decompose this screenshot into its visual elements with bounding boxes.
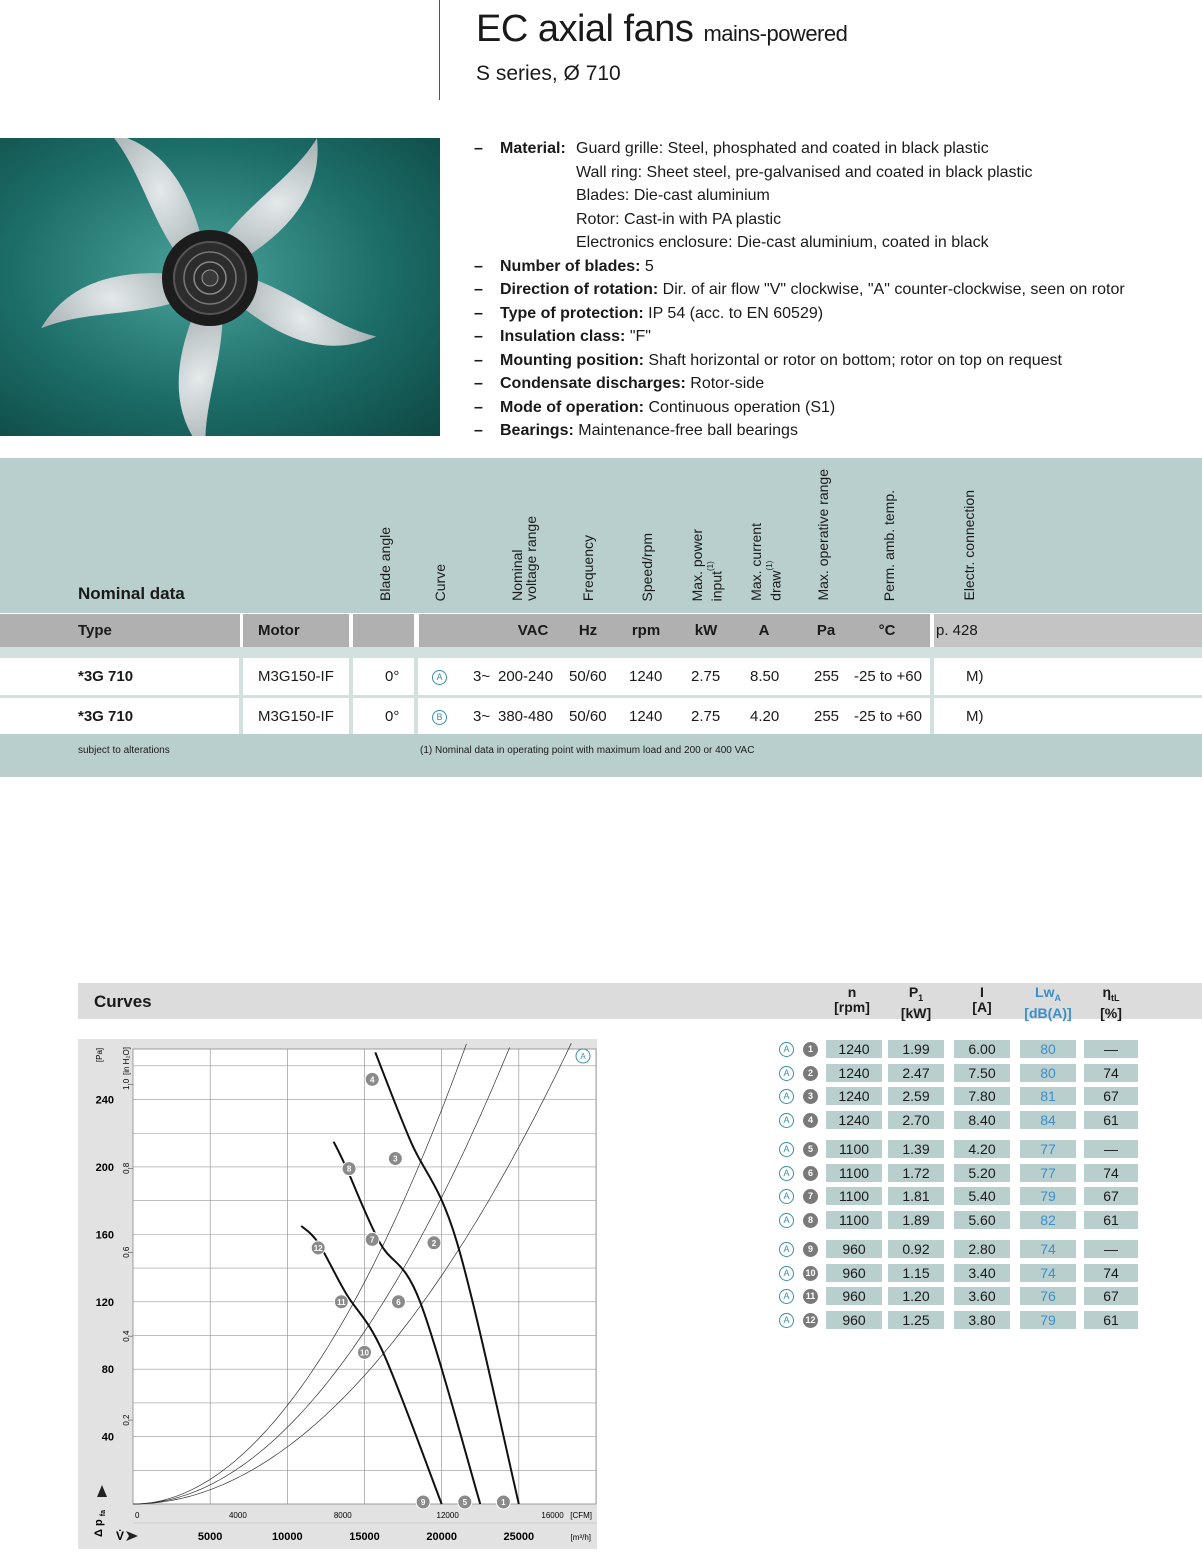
page-title — [476, 8, 847, 51]
cell-power: 1.25 — [888, 1311, 944, 1329]
operating-point-row — [776, 1287, 1146, 1307]
cell-rpm: 1100 — [826, 1187, 882, 1205]
curve-a-icon: A — [779, 1266, 794, 1281]
cell-sound: 77 — [1020, 1140, 1076, 1158]
unit-kw: kW — [694, 622, 718, 639]
cell-sound: 77 — [1020, 1164, 1076, 1182]
header-blade-angle: Blade angle — [377, 527, 393, 601]
col-head-efficiency: $\eta_{tL}$ [%] — [1100, 984, 1122, 1021]
cell-efficiency: 67 — [1084, 1187, 1138, 1205]
curve-a-icon: A — [779, 1142, 794, 1157]
cell-curve — [432, 658, 447, 696]
x-axis-title: V̇ — [116, 1529, 125, 1543]
header-connection: Electr. connection — [961, 490, 977, 601]
operating-point-label: 9 — [420, 1498, 426, 1507]
curve-a-icon: A — [779, 1042, 794, 1057]
spec-label: Type of protection: — [500, 304, 644, 322]
curve-a-icon: A — [779, 1066, 794, 1081]
cell-power: 1.15 — [888, 1264, 944, 1282]
x-unit-cfm: [CFM] — [570, 1511, 592, 1520]
operating-point-label: 11 — [337, 1297, 346, 1307]
x-tick-label-cfm: 12000 — [436, 1511, 459, 1520]
nominal-data-title: Nominal data — [78, 584, 185, 603]
cell-rpm: 1240 — [826, 1040, 882, 1058]
spec-item: – Number of blades: 5 — [474, 255, 1194, 279]
y-tick-label-inh2o: 0,8 — [122, 1162, 131, 1174]
material-line: Wall ring: Sheet steel, pre-galvanised and coated in black plastic — [576, 163, 1033, 181]
cell-angle: 0° — [385, 708, 400, 725]
point-number-badge: 10 — [803, 1266, 818, 1281]
cell-current: 7.80 — [954, 1087, 1010, 1105]
col-head-power: $P_1$ [kW] — [900, 984, 932, 1021]
point-number-badge: 11 — [803, 1289, 818, 1304]
cell-temp: -25 to +60 — [854, 708, 922, 725]
curve-a-icon: A — [779, 1289, 794, 1304]
operating-point-row — [776, 1164, 1146, 1184]
col-head-rpm: n [rpm] — [834, 984, 870, 1015]
cell-current: 5.60 — [954, 1211, 1010, 1229]
unit-motor: Motor — [243, 614, 349, 647]
operating-point-label: 12 — [313, 1243, 323, 1253]
operating-point-label: 5 — [462, 1498, 468, 1507]
point-number-badge: 6 — [803, 1166, 818, 1181]
point-number-badge: 7 — [803, 1189, 818, 1204]
header-temp: Perm. amb. temp. — [881, 489, 897, 601]
title-main: EC axial fans — [476, 8, 694, 50]
y-tick-label-pa: 40 — [101, 1431, 114, 1444]
cell-current: 4.20 — [954, 1140, 1010, 1158]
curve-a-icon: A — [779, 1189, 794, 1204]
operating-point-row — [776, 1140, 1146, 1160]
table-row — [0, 698, 1202, 736]
point-number-badge: 1 — [803, 1042, 818, 1057]
curve-a-icon: A — [779, 1213, 794, 1228]
y-unit-inh2o: [in H₂O] — [122, 1047, 131, 1075]
x-tick-label-m3h: 25000 — [503, 1531, 535, 1543]
spec-item: – Type of protection: IP 54 (acc. to EN 60529) — [474, 302, 1194, 326]
spec-value: Continuous operation (S1) — [648, 398, 836, 416]
cell-phase: 3~ — [473, 668, 491, 685]
unit-a: A — [758, 622, 770, 639]
cell-sound: 74 — [1020, 1264, 1076, 1282]
cell-sound: 84 — [1020, 1111, 1076, 1129]
unit-pa: Pa — [816, 622, 836, 639]
operating-point-label: 4 — [369, 1075, 375, 1085]
cell-connection: M) — [966, 668, 984, 685]
x-tick-label-cfm: 0 — [135, 1511, 140, 1520]
spec-material-label: Material: — [500, 140, 566, 157]
material-line: Guard grille: Steel, phosphated and coated in black plastic — [576, 140, 989, 157]
cell-rpm: 1100 — [826, 1211, 882, 1229]
col-head-current: I [A] — [972, 984, 992, 1015]
spec-label: Bearings: — [500, 422, 574, 439]
point-number-badge: 5 — [803, 1142, 818, 1157]
cell-temp: -25 to +60 — [854, 668, 922, 685]
operating-point-row — [776, 1211, 1146, 1231]
col-head-sound: $Lw_A$ [dB(A)] — [1024, 984, 1072, 1021]
cell-current: 8.50 — [750, 668, 780, 685]
cell-current: 6.00 — [954, 1040, 1010, 1058]
y-tick-label-pa: 240 — [95, 1094, 114, 1107]
cell-sound: 76 — [1020, 1287, 1076, 1305]
cell-efficiency: 61 — [1084, 1311, 1138, 1329]
operating-point-label: 7 — [369, 1235, 375, 1245]
fan-photo — [0, 138, 440, 436]
cell-sound: 80 — [1020, 1064, 1076, 1082]
cell-efficiency: 74 — [1084, 1264, 1138, 1282]
spec-label: Mode of operation: — [500, 398, 644, 416]
x-tick-label-m3h: 5000 — [197, 1531, 223, 1543]
cell-voltage: 200-240 — [498, 668, 554, 685]
cell-efficiency: 74 — [1084, 1064, 1138, 1082]
cell-efficiency: 67 — [1084, 1287, 1138, 1305]
footer-footnote: (1) Nominal data in operating point with maximum load and 200 or 400 VAC — [420, 745, 755, 756]
curve-a-icon: A — [779, 1089, 794, 1104]
header-voltage: Nominal voltage range — [509, 516, 539, 601]
spec-label: Insulation class: — [500, 328, 626, 345]
title-sub: mains-powered — [703, 21, 848, 46]
curve-b-icon: B — [432, 710, 447, 725]
footer-alterations: subject to alterations — [78, 745, 170, 756]
cell-efficiency: — — [1084, 1140, 1138, 1158]
curve-a-icon: A — [779, 1166, 794, 1181]
point-number-badge: 8 — [803, 1213, 818, 1228]
cell-sound: 80 — [1020, 1040, 1076, 1058]
operating-point-row — [776, 1064, 1146, 1084]
cell-power: 1.89 — [888, 1211, 944, 1229]
cell-power: 1.72 — [888, 1164, 944, 1182]
cell-sound: 79 — [1020, 1187, 1076, 1205]
cell-connection: M) — [966, 708, 984, 725]
y-tick-label-inh2o: 0,2 — [122, 1414, 131, 1426]
unit-values-band — [419, 614, 930, 647]
cell-angle: 0° — [385, 668, 400, 685]
table-footer — [0, 734, 1202, 777]
operating-point-row — [776, 1040, 1146, 1060]
spec-value: "F" — [629, 328, 651, 345]
y-tick-label-pa: 80 — [101, 1364, 114, 1377]
spec-material: – Material: Guard grille: Steel, phosphated and coated in black plastic Wall ring: Sheet steel, pre-galvanised and coated in black plastic Blades: Die-cast aluminium Rotor: Cast-in with PA plastic Electronics enclosure: Die-cast aluminium, coated in black — [474, 137, 1194, 255]
cell-efficiency: — — [1084, 1040, 1138, 1058]
curve-a-icon: A — [779, 1113, 794, 1128]
y-tick-label-pa: 200 — [95, 1161, 114, 1174]
curve-a-badge-label: A — [580, 1052, 586, 1061]
spec-item: – Insulation class: "F" — [474, 325, 1194, 349]
spec-value: 5 — [644, 257, 654, 275]
operating-point-label: 10 — [360, 1348, 369, 1358]
cell-power: 2.47 — [888, 1064, 944, 1082]
x-unit-m3h: [m³/h] — [570, 1533, 591, 1542]
cell-power: 2.59 — [888, 1087, 944, 1105]
cell-current: 3.80 — [954, 1311, 1010, 1329]
point-number-badge: 4 — [803, 1113, 818, 1128]
cell-type: *3G 710 — [78, 668, 134, 685]
spec-value: Shaft horizontal or rotor on bottom; rotor on top on request — [648, 351, 1062, 369]
cell-current: 4.20 — [750, 708, 780, 725]
material-line: Electronics enclosure: Die-cast aluminium, coated in black — [576, 234, 989, 251]
unit-degc: °C — [878, 622, 896, 639]
cell-current: 2.80 — [954, 1240, 1010, 1258]
x-tick-label-cfm: 16000 — [541, 1511, 564, 1520]
y-tick-label-pa: 160 — [95, 1229, 114, 1242]
cell-sound: 81 — [1020, 1087, 1076, 1105]
spec-value: IP 54 (acc. to EN 60529) — [648, 304, 824, 322]
cell-power: 1.39 — [888, 1140, 944, 1158]
unit-type: Type — [0, 614, 240, 647]
header-divider — [439, 0, 440, 100]
curves-title: Curves — [94, 992, 152, 1011]
cell-pressure: 255 — [814, 668, 840, 685]
cell-sound: 79 — [1020, 1311, 1076, 1329]
curves-header — [78, 983, 1202, 1019]
operating-point-row — [776, 1264, 1146, 1284]
cell-motor: M3G150-IF — [258, 668, 334, 685]
cell-power: 0.92 — [888, 1240, 944, 1258]
cell-power: 2.75 — [691, 708, 721, 725]
cell-efficiency: 61 — [1084, 1211, 1138, 1229]
header-pressure: Max. operative range — [815, 469, 831, 601]
point-number-badge: 9 — [803, 1242, 818, 1257]
spec-label: Direction of rotation: — [500, 281, 659, 298]
cell-efficiency: 67 — [1084, 1087, 1138, 1105]
cell-power: 1.99 — [888, 1040, 944, 1058]
cell-rpm: 960 — [826, 1311, 882, 1329]
unit-rpm: rpm — [631, 622, 661, 639]
cell-current: 5.20 — [954, 1164, 1010, 1182]
curve-a-icon: A — [779, 1313, 794, 1328]
material-line: Rotor: Cast-in with PA plastic — [576, 210, 782, 228]
operating-point-label: 6 — [396, 1297, 401, 1307]
operating-point-label: 3 — [393, 1154, 398, 1164]
x-tick-label-m3h: 20000 — [426, 1531, 457, 1543]
y-tick-label-inh2o: 1,0 — [122, 1078, 131, 1090]
cell-power: 2.75 — [691, 668, 721, 685]
header-current: Max. current draw$^{(1)}$ — [748, 523, 784, 601]
spec-item: – Direction of rotation: Dir. of air flow "V" clockwise, "A" counter-clockwise, seen on rotor — [474, 278, 1194, 302]
operating-point-label: 1 — [501, 1498, 506, 1507]
cell-rpm: 1240 — [826, 1111, 882, 1129]
x-tick-label-m3h: 15000 — [349, 1531, 380, 1543]
cell-efficiency: 61 — [1084, 1111, 1138, 1129]
operating-point-row — [776, 1087, 1146, 1107]
cell-current: 5.40 — [954, 1187, 1010, 1205]
cell-rpm: 1100 — [826, 1164, 882, 1182]
fan-curve-chart — [78, 1039, 597, 1549]
cell-power: 2.70 — [888, 1111, 944, 1129]
spec-value: Rotor-side — [690, 375, 765, 392]
material-line: Blades: Die-cast aluminium — [576, 187, 770, 204]
unit-vac: VAC — [517, 622, 549, 639]
spec-item: – Mounting position: Shaft horizontal or rotor on bottom; rotor on top on request — [474, 349, 1194, 373]
specifications-list — [474, 137, 1194, 443]
cell-curve — [432, 698, 447, 736]
x-tick-label-cfm: 8000 — [333, 1511, 352, 1520]
point-number-badge: 12 — [803, 1313, 818, 1328]
cell-rpm: 960 — [826, 1240, 882, 1258]
cell-current: 3.40 — [954, 1264, 1010, 1282]
y-axis-title-main: Δ p — [93, 1516, 105, 1537]
point-number-badge: 3 — [803, 1089, 818, 1104]
spec-item: – Bearings: Maintenance-free ball bearings — [474, 419, 1194, 443]
cell-type: *3G 710 — [78, 708, 134, 725]
curve-a-icon: A — [432, 670, 447, 685]
cell-rpm: 1240 — [826, 1064, 882, 1082]
point-number-badge: 2 — [803, 1066, 818, 1081]
table-row — [0, 658, 1202, 696]
chart-svg — [78, 1039, 597, 1549]
cell-sound: 74 — [1020, 1240, 1076, 1258]
nominal-data-header — [0, 458, 1202, 613]
spec-label: Condensate discharges: — [500, 375, 686, 392]
header-power: Max. power input$^{(1)}$ — [689, 528, 725, 601]
y-tick-label-inh2o: 0,6 — [122, 1246, 131, 1258]
y-axis-title-sub: fa — [100, 1510, 107, 1517]
cell-speed: 1240 — [629, 708, 663, 725]
operating-point-row — [776, 1111, 1146, 1131]
spec-item: – Mode of operation: Continuous operation (S1) — [474, 396, 1194, 420]
x-tick-label-cfm: 4000 — [228, 1511, 247, 1520]
operating-point-label: 2 — [431, 1238, 437, 1248]
spec-item: – Condensate discharges: Rotor-side — [474, 372, 1194, 396]
cell-phase: 3~ — [473, 708, 491, 725]
operating-point-row — [776, 1187, 1146, 1207]
cell-power: 1.20 — [888, 1287, 944, 1305]
unit-page-ref: p. 428 — [934, 614, 1202, 647]
spec-value: Dir. of air flow "V" clockwise, "A" counter-clockwise, seen on rotor — [662, 281, 1125, 298]
curve-a-icon: A — [779, 1242, 794, 1257]
operating-point-label: 8 — [346, 1164, 352, 1174]
cell-rpm: 1240 — [826, 1087, 882, 1105]
x-tick-label-m3h: 10000 — [272, 1531, 303, 1543]
cell-rpm: 960 — [826, 1287, 882, 1305]
spec-label: Number of blades: — [500, 257, 641, 275]
header-speed: Speed/rpm — [639, 532, 655, 601]
fan-illustration — [0, 138, 440, 436]
header-curve: Curve — [432, 563, 448, 601]
table-spacer — [0, 647, 1202, 658]
cell-current: 3.60 — [954, 1287, 1010, 1305]
y-tick-label-pa: 120 — [95, 1296, 114, 1309]
cell-frequency: 50/60 — [569, 668, 607, 685]
cell-speed: 1240 — [629, 668, 663, 685]
page-subtitle: S series, Ø 710 — [476, 62, 621, 85]
cell-power: 1.81 — [888, 1187, 944, 1205]
cell-pressure: 255 — [814, 708, 840, 725]
cell-rpm: 1100 — [826, 1140, 882, 1158]
cell-current: 7.50 — [954, 1064, 1010, 1082]
operating-point-row — [776, 1311, 1146, 1331]
y-tick-label-inh2o: 0,4 — [122, 1330, 131, 1342]
spec-label: Mounting position: — [500, 351, 644, 369]
cell-motor: M3G150-IF — [258, 708, 334, 725]
unit-hz: Hz — [578, 622, 598, 639]
header-frequency: Frequency — [580, 534, 596, 601]
cell-sound: 82 — [1020, 1211, 1076, 1229]
units-row — [0, 614, 1202, 647]
unit-blank — [353, 614, 414, 647]
cell-efficiency: — — [1084, 1240, 1138, 1258]
spec-value: Maintenance-free ball bearings — [578, 422, 798, 439]
cell-current: 8.40 — [954, 1111, 1010, 1129]
cell-efficiency: 74 — [1084, 1164, 1138, 1182]
y-unit-pa: [Pa] — [95, 1047, 104, 1063]
operating-point-row — [776, 1240, 1146, 1260]
cell-rpm: 960 — [826, 1264, 882, 1282]
cell-frequency: 50/60 — [569, 708, 607, 725]
cell-voltage: 380-480 — [498, 708, 554, 725]
